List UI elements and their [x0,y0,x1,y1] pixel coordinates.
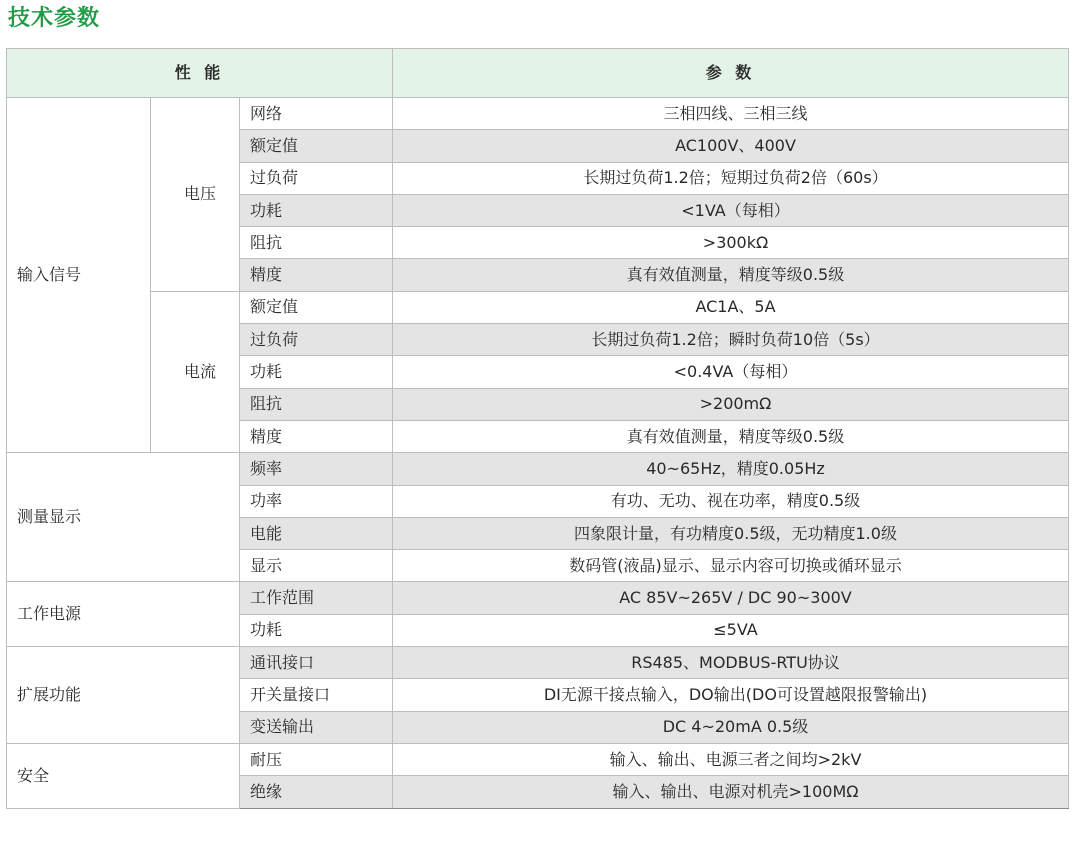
subgroup-voltage: 电压 [151,98,240,292]
item-cell: 额定值 [240,291,393,323]
group-safety: 安全 [7,743,240,808]
item-cell: 开关量接口 [240,679,393,711]
item-cell: 阻抗 [240,227,393,259]
table-row [7,98,1069,130]
value-cell: RS485、MODBUS-RTU协议 [393,647,1069,679]
group-power-supply: 工作电源 [7,582,240,647]
spec-table [6,48,1069,809]
value-cell: DI无源干接点输入，DO输出(DO可设置越限报警输出) [393,679,1069,711]
item-cell: 过负荷 [240,324,393,356]
header-parameter: 参 数 [393,49,1069,98]
table-row [7,743,1069,775]
item-cell: 耐压 [240,743,393,775]
table-row [7,582,1069,614]
value-cell: 40~65Hz，精度0.05Hz [393,453,1069,485]
subgroup-current: 电流 [151,291,240,452]
item-cell: 频率 [240,453,393,485]
item-cell: 绝缘 [240,776,393,808]
item-cell: 功耗 [240,356,393,388]
item-cell: 变送输出 [240,711,393,743]
value-cell: 三相四线、三相三线 [393,98,1069,130]
item-cell: 精度 [240,259,393,291]
value-cell: 真有效值测量，精度等级0.5级 [393,259,1069,291]
value-cell: DC 4~20mA 0.5级 [393,711,1069,743]
item-cell: 阻抗 [240,388,393,420]
value-cell: 输入、输出、电源三者之间均>2kV [393,743,1069,775]
item-cell: 工作范围 [240,582,393,614]
value-cell: AC100V、400V [393,130,1069,162]
table-row [7,453,1069,485]
item-cell: 过负荷 [240,162,393,194]
value-cell: <0.4VA（每相） [393,356,1069,388]
value-cell: 有功、无功、视在功率，精度0.5级 [393,485,1069,517]
value-cell: 输入、输出、电源对机壳>100MΩ [393,776,1069,808]
table-header-row [7,49,1069,98]
item-cell: 功率 [240,485,393,517]
item-cell: 精度 [240,420,393,452]
item-cell: 功耗 [240,614,393,646]
item-cell: 功耗 [240,194,393,226]
page-title: 技术参数 [8,6,101,31]
value-cell: <1VA（每相） [393,194,1069,226]
header-performance: 性 能 [7,49,393,98]
value-cell: AC 85V~265V / DC 90~300V [393,582,1069,614]
group-measure-display: 测量显示 [7,453,240,582]
value-cell: 长期过负荷1.2倍；短期过负荷2倍（60s） [393,162,1069,194]
value-cell: 数码管(液晶)显示、显示内容可切换或循环显示 [393,550,1069,582]
item-cell: 额定值 [240,130,393,162]
value-cell: 四象限计量，有功精度0.5级，无功精度1.0级 [393,517,1069,549]
table-row [7,291,1069,323]
value-cell: 真有效值测量，精度等级0.5级 [393,420,1069,452]
item-cell: 电能 [240,517,393,549]
table-row [7,647,1069,679]
value-cell: AC1A、5A [393,291,1069,323]
value-cell: ≤5VA [393,614,1069,646]
group-expansion: 扩展功能 [7,647,240,744]
item-cell: 网络 [240,98,393,130]
item-cell: 通讯接口 [240,647,393,679]
value-cell: >300kΩ [393,227,1069,259]
item-cell: 显示 [240,550,393,582]
value-cell: >200mΩ [393,388,1069,420]
value-cell: 长期过负荷1.2倍；瞬时负荷10倍（5s） [393,324,1069,356]
group-input-signal: 输入信号 [7,98,151,453]
